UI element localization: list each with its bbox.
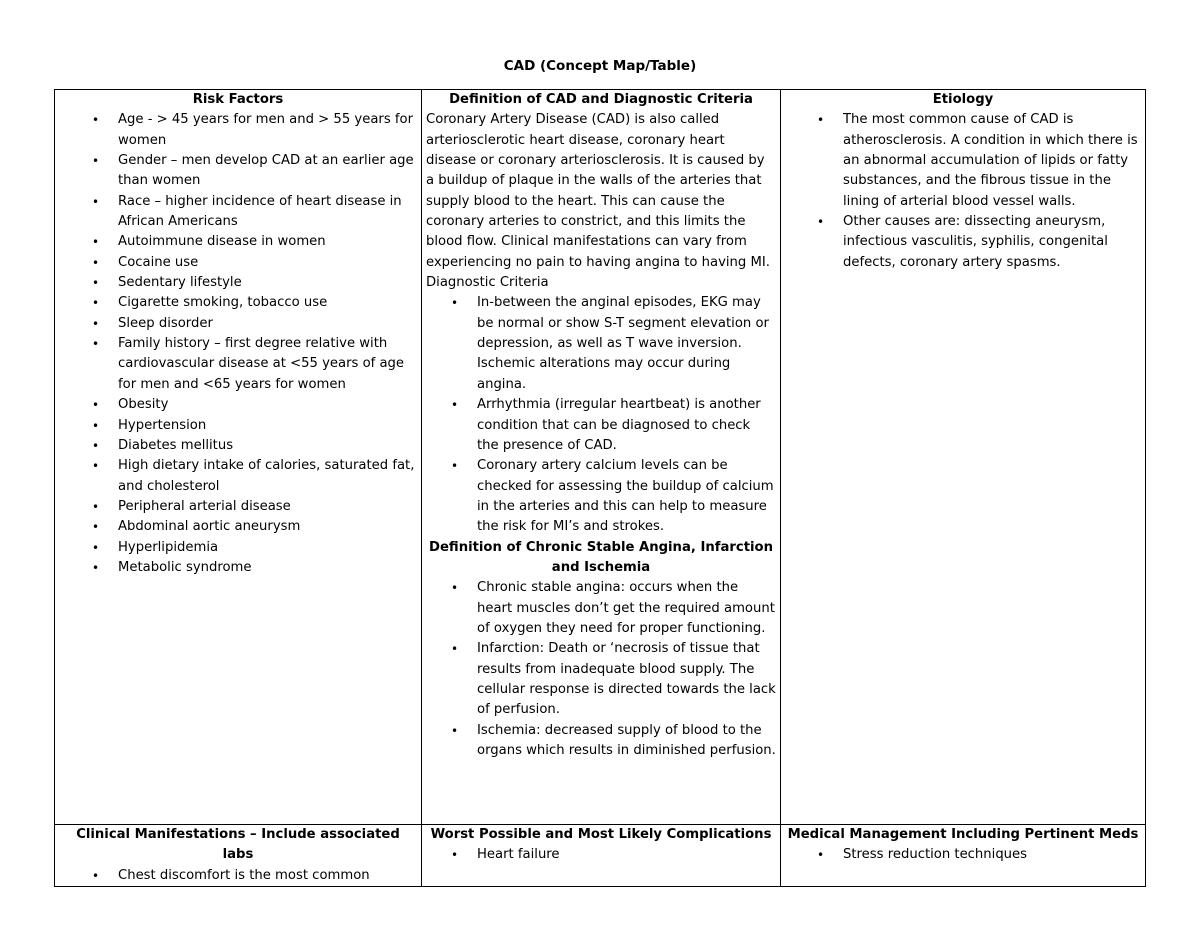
bullet-icon: • (92, 540, 100, 555)
list-item (451, 395, 776, 456)
definition-cell (422, 90, 781, 825)
list-item-text: Race – higher incidence of heart disease in African Americans (118, 193, 402, 230)
list-item-text: Chronic stable angina: occurs when the heart muscles don’t get the required amount of oxygen they need for proper functioning. (477, 580, 775, 636)
list-item (92, 517, 417, 537)
table-row (55, 825, 1146, 887)
bullet-icon: • (451, 581, 459, 596)
bullet-icon: • (451, 723, 459, 738)
concept-map-table (54, 89, 1146, 887)
list-item-text: Age - > 45 years for men and > 55 years for women (118, 112, 414, 148)
list-item (817, 845, 1141, 865)
angina-heading: Definition of Chronic Stable Angina, Infarction and Ischemia (429, 539, 773, 575)
bullet-icon: • (92, 418, 100, 433)
document-title: CAD (Concept Map/Table) (503, 58, 697, 74)
complications-list (426, 845, 776, 865)
bullet-icon: • (817, 848, 825, 863)
bullet-icon: • (92, 113, 100, 128)
list-item-text: Hypertension (118, 417, 207, 433)
list-item (451, 578, 776, 639)
list-item (451, 721, 776, 762)
bullet-icon: • (92, 560, 100, 575)
list-item-text: Sleep disorder (118, 315, 213, 331)
bullet-icon: • (92, 235, 100, 250)
definition-paragraph: Coronary Artery Disease (CAD) is also called arteriosclerotic heart disease, coronary heart disease or coronary arteriosclerosis. It is caused by a buildup of plaque in the walls of the arteries that supply blood to the heart. This can cause the coronary arteries to constrict, and this limits the blood flow. Clinical manifestations can vary from experiencing no pain to having angina to having MI. (426, 112, 770, 270)
bullet-icon: • (92, 255, 100, 270)
list-item (92, 866, 417, 886)
bullet-icon: • (92, 459, 100, 474)
list-item (451, 456, 776, 537)
list-item (92, 538, 417, 558)
bullet-icon: • (451, 459, 459, 474)
list-item-text: Gender – men develop CAD at an earlier age than women (118, 153, 414, 189)
list-item-text: High dietary intake of calories, saturated fat, and cholesterol (118, 458, 415, 494)
list-item (817, 212, 1141, 273)
list-item (92, 253, 417, 273)
list-item (92, 395, 417, 415)
list-item (92, 456, 417, 497)
list-item (92, 151, 417, 192)
list-item-text: Abdominal aortic aneurysm (118, 519, 301, 535)
list-item-text: Coronary artery calcium levels can be checked for assessing the buildup of calcium in the arteries and this can help to measure the risk for MI’s and strokes. (477, 458, 774, 535)
medical-management-heading: Medical Management Including Pertinent Meds (787, 827, 1139, 842)
list-item (92, 293, 417, 313)
list-item (92, 334, 417, 395)
list-item (92, 436, 417, 456)
list-item-text: Other causes are: dissecting aneurysm, infectious vasculitis, syphilis, congenital defects, coronary artery spasms. (843, 214, 1108, 270)
bullet-icon: • (92, 438, 100, 453)
risk-factors-cell (55, 90, 422, 825)
bullet-icon: • (92, 337, 100, 352)
bullet-icon: • (92, 296, 100, 311)
bullet-icon: • (451, 296, 459, 311)
clinical-manifestations-list (59, 866, 417, 886)
list-item (92, 314, 417, 334)
list-item (92, 558, 417, 578)
bullet-icon: • (92, 499, 100, 514)
list-item-text: Peripheral arterial disease (118, 498, 291, 514)
list-item-text: Arrhythmia (irregular heartbeat) is another condition that can be diagnosed to check the presence of CAD. (477, 397, 761, 453)
medical-management-list (785, 845, 1141, 865)
list-item-text: The most common cause of CAD is atherosclerosis. A condition in which there is an abnormal accumulation of lipids or fatty substances, and the fibrous tissue in the lining of arterial blood vessel walls. (843, 112, 1138, 209)
list-item (92, 110, 417, 151)
list-item (92, 192, 417, 233)
etiology-list (785, 110, 1141, 273)
list-item-text: Chest discomfort is the most common (118, 867, 370, 883)
diagnostic-criteria-label: Diagnostic Criteria (426, 275, 549, 291)
medical-management-cell (781, 825, 1146, 887)
list-item-text: In-between the anginal episodes, EKG may be normal or show S-T segment elevation or depression, as well as T wave inversion. Ischemic alterations may occur during angina. (477, 295, 769, 392)
bullet-icon: • (451, 398, 459, 413)
list-item-text: Obesity (118, 397, 169, 413)
bullet-icon: • (817, 215, 825, 230)
list-item (451, 639, 776, 720)
risk-factors-heading: Risk Factors (192, 92, 284, 107)
bullet-icon: • (92, 868, 100, 883)
clinical-manifestations-heading: Clinical Manifestations – Include associated labs (76, 827, 400, 863)
etiology-heading: Etiology (932, 92, 994, 107)
complications-heading: Worst Possible and Most Likely Complications (430, 827, 772, 842)
list-item-text: Cocaine use (118, 254, 199, 270)
list-item (451, 845, 776, 865)
diagnostic-criteria-list (426, 293, 776, 537)
list-item (817, 110, 1141, 212)
list-item-text: Heart failure (477, 847, 560, 863)
bullet-icon: • (451, 848, 459, 863)
list-item-text: Hyperlipidemia (118, 539, 219, 555)
list-item-text: Ischemia: decreased supply of blood to the organs which results in diminished perfusion. (477, 722, 776, 758)
table-row (55, 90, 1146, 825)
risk-factors-list (59, 110, 417, 578)
bullet-icon: • (92, 398, 100, 413)
bullet-icon: • (92, 194, 100, 209)
complications-cell (422, 825, 781, 887)
bullet-icon: • (92, 520, 100, 535)
list-item (451, 293, 776, 395)
list-item-text: Cigarette smoking, tobacco use (118, 295, 328, 311)
list-item-text: Stress reduction techniques (843, 847, 1028, 863)
bullet-icon: • (92, 276, 100, 291)
definition-heading: Definition of CAD and Diagnostic Criteria (449, 92, 753, 107)
list-item-text: Metabolic syndrome (118, 559, 252, 575)
bullet-icon: • (451, 642, 459, 657)
bullet-icon: • (92, 154, 100, 169)
list-item (92, 273, 417, 293)
list-item-text: Diabetes mellitus (118, 437, 234, 453)
angina-definitions-list (426, 578, 776, 761)
bullet-icon: • (817, 113, 825, 128)
list-item-text: Family history – first degree relative with cardiovascular disease at <55 years of age for men and <65 years for women (118, 336, 405, 392)
list-item-text: Sedentary lifestyle (118, 275, 242, 291)
clinical-manifestations-cell (55, 825, 422, 887)
list-item (92, 416, 417, 436)
etiology-cell (781, 90, 1146, 825)
list-item (92, 232, 417, 252)
list-item-text: Infarction: Death or ‘necrosis of tissue that results from inadequate blood supply. The cellular response is directed towards the lack of perfusion. (477, 641, 776, 718)
list-item (92, 497, 417, 517)
bullet-icon: • (92, 316, 100, 331)
list-item-text: Autoimmune disease in women (118, 234, 326, 250)
